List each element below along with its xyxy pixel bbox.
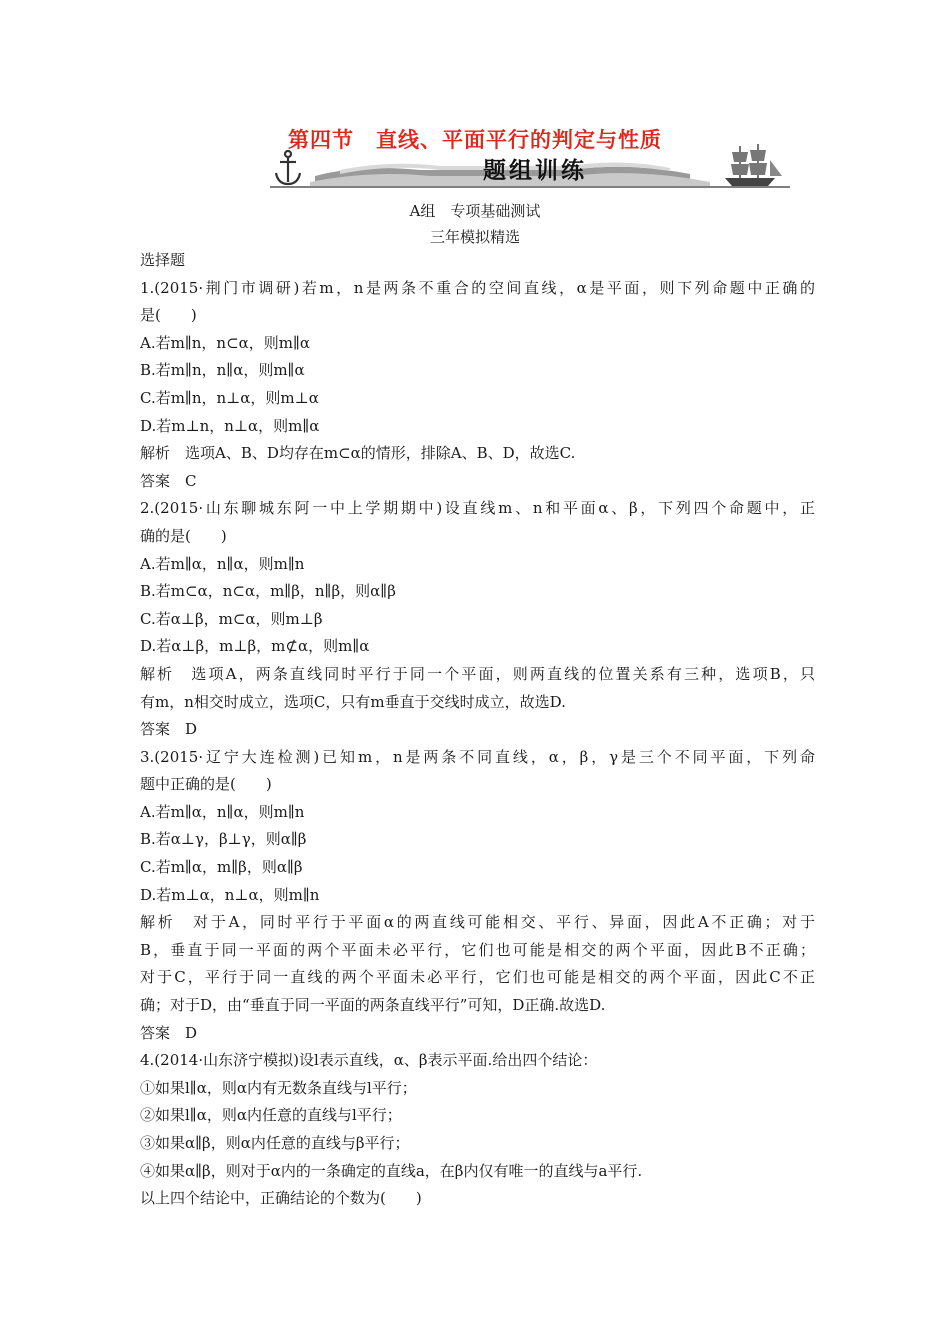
text-line: 2.(2015·山东聊城东阿一中上学期期中)设直线m、n和平面α、β，下列四个命题中，正 [140, 499, 815, 518]
group-title: A组 专项基础测试 [409, 202, 541, 220]
sailing-ship-icon [725, 144, 782, 186]
text-line: ③如果α∥β，则α内任意的直线与β平行； [140, 1134, 410, 1152]
page-header [270, 122, 790, 192]
text-line: A.若m∥α，n∥α，则m∥n [140, 802, 305, 821]
text-line: 解析 选项A、B、D均存在m⊂α的情形，排除A、B、D，故选C. [140, 444, 576, 463]
text-line: ②如果l∥α，则α内任意的直线与l平行； [140, 1106, 402, 1125]
text-line: 有m，n相交时成立，选项C，只有m垂直于交线时成立，故选D. [140, 692, 566, 711]
text-line: 1.(2015·荆门市调研)若m，n是两条不重合的空间直线，α是平面，则下列命题中正确的 [140, 278, 815, 297]
section-subtitle-banner: 题组训练 [483, 158, 587, 184]
text-line: D.若m⊥n，n⊥α，则m∥α [140, 416, 320, 435]
text-line: D.若α⊥β，m⊥β，m⊄α，则m∥α [140, 637, 370, 656]
text-line: 题中正确的是( ) [140, 775, 272, 794]
text-line: 确的是( ) [140, 526, 227, 545]
text-line: B.若m⊂α，n⊂α，m∥β，n∥β，则α∥β [140, 582, 396, 601]
text-line: C.若m∥n，n⊥α，则m⊥α [140, 388, 319, 407]
text-line: C.若α⊥β，m⊂α，则m⊥β [140, 609, 323, 628]
text-line: ①如果l∥α，则α内有无数条直线与l平行； [140, 1078, 417, 1097]
text-line: C.若m∥α，m∥β，则α∥β [140, 858, 303, 877]
text-line: D.若m⊥α，n⊥α，则m∥n [140, 885, 320, 904]
text-line: B.若m∥n，n∥α，则m∥α [140, 361, 305, 380]
text-line: B.若α⊥γ，β⊥γ，则α∥β [140, 830, 307, 849]
text-line: 答案 C [140, 471, 197, 490]
text-line: 解析 对于A，同时平行于平面α的两直线可能相交、平行、异面，因此A不正确；对于 [140, 913, 815, 932]
text-line: 选择题 [140, 251, 186, 269]
text-line: 对于C，平行于同一直线的两个平面未必平行，它们也可能是相交的两个平面，因此C不正 [140, 968, 815, 987]
text-line: B，垂直于同一平面的两个平面未必平行，它们也可能是相交的两个平面，因此B不正确； [140, 940, 815, 959]
section-title: 第四节 直线、平面平行的判定与性质 [288, 128, 662, 152]
text-line: A.若m∥α，n∥α，则m∥n [140, 554, 305, 573]
text-line: 解析 选项A，两条直线同时平行于同一个平面，则两直线的位置关系有三种，选项B，只 [140, 664, 815, 683]
question-list [140, 247, 815, 1213]
text-line: 确；对于D，由“垂直于同一平面的两条直线平行”可知，D正确.故选D. [140, 996, 606, 1015]
text-line: 4.(2014·山东济宁模拟)设l表示直线，α、β表示平面.给出四个结论： [140, 1051, 598, 1070]
text-line: A.若m∥n，n⊂α，则m∥α [140, 333, 311, 352]
subsection-title: 三年模拟精选 [429, 228, 520, 246]
text-line: 以上四个结论中，正确结论的个数为( ) [140, 1189, 422, 1208]
text-line: 是( ) [140, 306, 197, 325]
text-line: 3.(2015·辽宁大连检测)已知m，n是两条不同直线，α，β，γ是三个不同平面，下列命 [140, 747, 815, 766]
text-line: 答案 D [140, 720, 198, 739]
anchor-icon [276, 151, 300, 184]
text-line: 答案 D [140, 1023, 198, 1042]
text-line: ④如果α∥β，则对于α内的一条确定的直线a，在β内仅有唯一的直线与a平行. [140, 1161, 643, 1180]
